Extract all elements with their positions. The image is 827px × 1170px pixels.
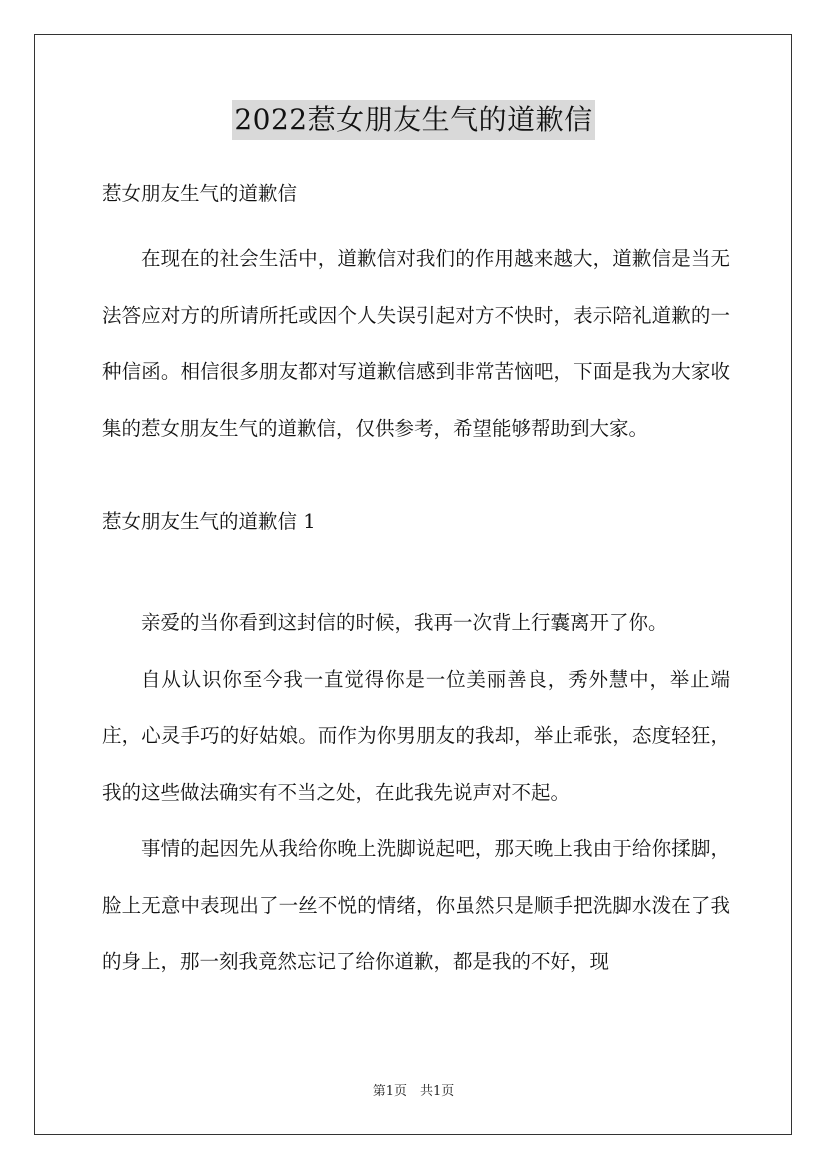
section-heading: 惹女朋友生气的道歉信 1 — [102, 510, 316, 533]
page-footer: 第1页 共1页 — [372, 1084, 455, 1099]
letter-paragraph: 亲爱的当你看到这封信的时候，我再一次背上行囊离开了你。 — [141, 611, 668, 634]
document-heading: 惹女朋友生气的道歉信 — [102, 182, 298, 205]
spacer — [102, 543, 730, 595]
document-body — [102, 173, 730, 991]
document-title: 2022惹女朋友生气的道歉信 — [232, 100, 594, 140]
letter-paragraph: 事情的起因先从我给你晚上洗脚说起吧，那天晚上我由于给你揉脚，脸上无意中表现出了一丝不悦的情绪，你虽然只是顺手把洗脚水泼在了我的身上，那一刻我竟然忘记了给你道歉，都是我的不好，现 — [102, 837, 730, 973]
letter-paragraph: 自从认识你至今我一直觉得你是一位美丽善良，秀外慧中，举止端庄，心灵手巧的好姑娘。而作为你男朋友的我却，举止乖张，态度轻狂，我的这些做法确实有不当之处，在此我先说声对不起。 — [102, 667, 730, 804]
spacer — [102, 215, 730, 231]
title-container — [0, 100, 827, 140]
intro-paragraph: 在现在的社会生活中，道歉信对我们的作用越来越大，道歉信是当无法答应对方的所请所托或因个人失误引起对方不快时，表示陪礼道歉的一种信函。相信很多朋友都对写道歉信感到非常苦恼吧，下面是我为大家收集的惹女朋友生气的道歉信，仅供参考，希望能够帮助到大家。 — [102, 247, 730, 440]
spacer — [102, 457, 730, 501]
